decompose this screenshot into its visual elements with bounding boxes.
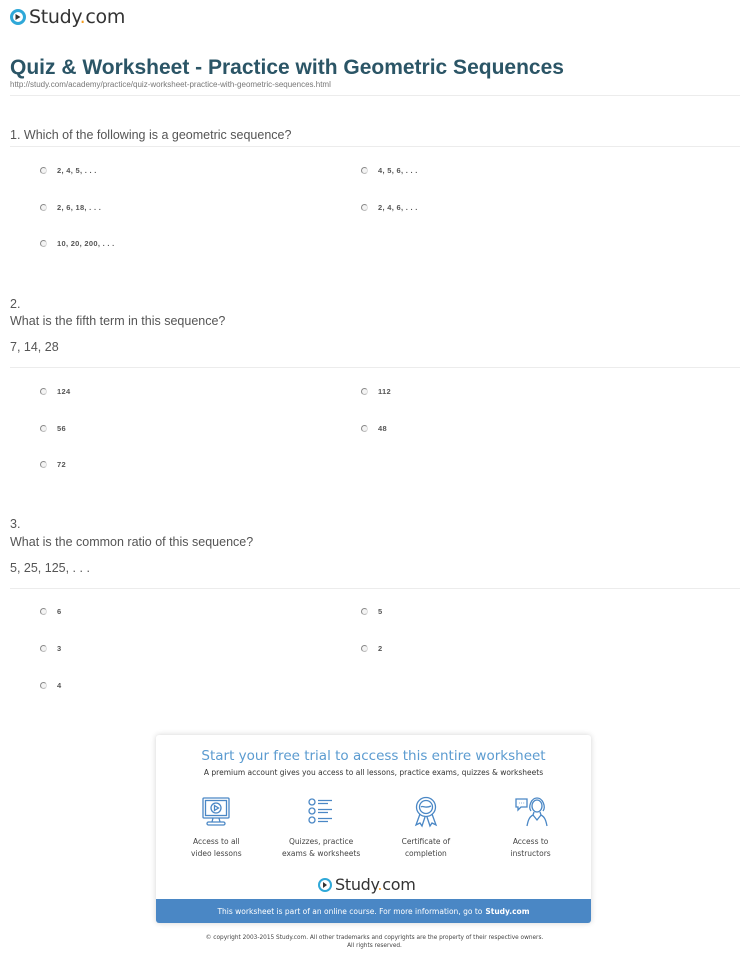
play-circle-icon: [318, 878, 332, 892]
radio-button[interactable]: [40, 425, 47, 432]
q3-answer-a[interactable]: 6: [40, 607, 61, 616]
course-info-banner: This worksheet is part of an online course. For more information, go to Study.com: [156, 899, 591, 923]
q2-answer-d[interactable]: 48: [361, 424, 387, 433]
logo-wordmark: Study.com: [29, 6, 126, 28]
divider: [10, 588, 740, 589]
study-com-logo[interactable]: [10, 6, 125, 28]
promo-title[interactable]: Start your free trial to access this entire worksheet: [201, 748, 546, 764]
q1-answer-a[interactable]: 2, 4, 5, . . .: [40, 166, 97, 175]
radio-button[interactable]: [40, 461, 47, 468]
radio-button[interactable]: [40, 645, 47, 652]
instructor-icon: [514, 795, 548, 829]
q2-answer-b[interactable]: 112: [361, 387, 391, 396]
promo-subtitle: A premium account gives you access to all lessons, practice exams, quizzes & worksheets: [203, 768, 544, 777]
radio-button[interactable]: [361, 388, 368, 395]
radio-button[interactable]: [361, 645, 368, 652]
copyright-notice: © copyright 2003-2015 Study.com. All other trademarks and copyrights are the property of their respective owners. All rights reserved.: [205, 935, 544, 949]
feature-instructors: Access to instructors: [481, 795, 581, 860]
radio-button[interactable]: [361, 167, 368, 174]
premium-trial-box: [156, 735, 591, 923]
page-title: Quiz & Worksheet - Practice with Geometric Sequences: [10, 56, 564, 79]
quiz-list-icon: [304, 795, 338, 829]
q1-answer-e[interactable]: 10, 20, 200, . . .: [40, 239, 115, 248]
question-3-prompt: What is the common ratio of this sequence?: [10, 535, 254, 549]
radio-button[interactable]: [40, 204, 47, 211]
feature-video-lessons: Access to all video lessons: [166, 795, 266, 860]
q3-answer-e[interactable]: 4: [40, 681, 61, 690]
q1-answer-c[interactable]: 2, 6, 18, . . .: [40, 203, 101, 212]
question-2-number: 2.: [10, 297, 21, 311]
certificate-icon: [409, 795, 443, 829]
radio-button[interactable]: [40, 608, 47, 615]
study-com-logo[interactable]: [318, 875, 416, 894]
q1-answer-d[interactable]: 2, 4, 6, . . .: [361, 203, 418, 212]
radio-button[interactable]: [361, 204, 368, 211]
radio-button[interactable]: [40, 167, 47, 174]
page-url: http://study.com/academy/practice/quiz-worksheet-practice-with-geometric-sequences.html: [10, 80, 331, 89]
question-3-number: 3.: [10, 517, 21, 531]
q2-answer-a[interactable]: 124: [40, 387, 70, 396]
q3-answer-b[interactable]: 5: [361, 607, 382, 616]
radio-button[interactable]: [361, 425, 368, 432]
question-2-sequence: 7, 14, 28: [10, 340, 59, 354]
study-com-link[interactable]: Study.com: [485, 906, 530, 916]
video-lesson-icon: [199, 795, 233, 829]
q3-answer-d[interactable]: 2: [361, 644, 382, 653]
q3-answer-c[interactable]: 3: [40, 644, 61, 653]
logo-wordmark: Study.com: [335, 875, 416, 894]
radio-button[interactable]: [40, 240, 47, 247]
q1-answer-b[interactable]: 4, 5, 6, . . .: [361, 166, 418, 175]
q2-answer-c[interactable]: 56: [40, 424, 66, 433]
divider: [10, 146, 740, 147]
q2-answer-e[interactable]: 72: [40, 460, 66, 469]
divider: [10, 367, 740, 368]
divider: [10, 95, 740, 96]
radio-button[interactable]: [361, 608, 368, 615]
question-3-sequence: 5, 25, 125, . . .: [10, 561, 90, 575]
radio-button[interactable]: [40, 388, 47, 395]
radio-button[interactable]: [40, 682, 47, 689]
question-2-prompt: What is the fifth term in this sequence?: [10, 314, 226, 328]
feature-certificate: Certificate of completion: [376, 795, 476, 860]
feature-quizzes: Quizzes, practice exams & worksheets: [271, 795, 371, 860]
play-circle-icon: [10, 9, 26, 25]
question-1-prompt: 1. Which of the following is a geometric sequence?: [10, 128, 292, 142]
feature-list: [156, 795, 591, 860]
